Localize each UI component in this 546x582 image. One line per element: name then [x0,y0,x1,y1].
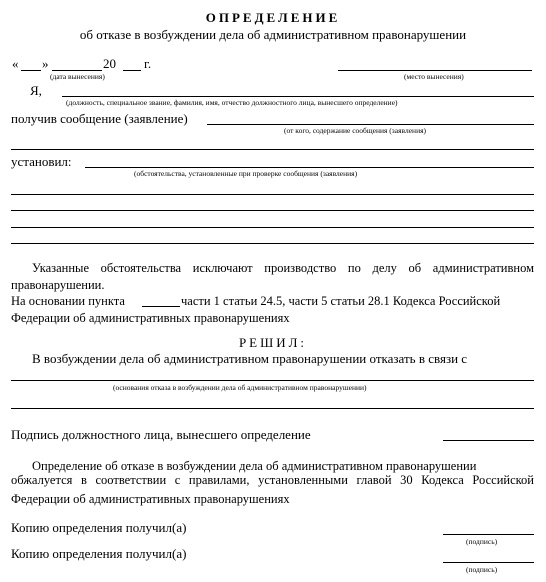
date-caption: (дата вынесения) [50,72,105,81]
copy-received-label-2: Копию определения получил(а) [11,546,187,561]
appeal-line-1: Определение об отказе в возбуждении дела об административном правонарушении [32,459,477,473]
received-label: получив сообщение (заявление) [11,111,188,126]
decision-text: В возбуждении дела об административном правонарушении отказать в связи с [32,351,468,366]
decision-caption: (основания отказа в возбуждении дела об административном правонарушении) [113,383,367,392]
official-field[interactable] [62,96,534,97]
basis-line2: Федерации об административных правонарушениях [11,311,290,325]
basis-suffix: части 1 статьи 24.5, части 5 статьи 28.1 Кодекса Российской [181,294,501,308]
document-subtitle: об отказе в возбуждении дела об административном правонарушении [79,27,467,42]
copy-signature-caption-2: (подпись) [466,565,498,574]
document-title: ОПРЕДЕЛЕНИЕ [205,10,341,25]
received-field[interactable] [207,124,534,125]
copy-signature-field-2[interactable] [443,562,534,563]
received-caption: (от кого, содержание сообщения (заявления) [284,126,427,135]
established-field[interactable] [85,167,534,168]
established-line-4[interactable] [11,243,534,244]
appeal-line-3: Федерации об административных правонарушениях [11,492,290,506]
quote-close: » [42,56,49,71]
basis-point-field[interactable] [142,306,180,307]
copy-signature-caption-1: (подпись) [466,537,498,546]
official-prefix: Я, [30,83,42,98]
place-caption: (место вынесения) [404,72,464,81]
appeal-line-2: обжалуется в соответствии с правилами, установленными главой 30 Кодекса Российской [11,473,534,487]
decision-grounds-field[interactable] [11,380,534,381]
day-field[interactable] [21,70,41,71]
month-field[interactable] [52,70,102,71]
established-line-2[interactable] [11,210,534,211]
quote-open: « [12,56,19,71]
basis-prefix: На основании пункта [11,294,125,308]
signature-label: Подпись должностного лица, вынесшего определение [11,427,311,442]
place-field[interactable] [338,70,532,71]
received-extra-line[interactable] [11,149,534,150]
decision-heading: РЕШИЛ: [238,335,308,350]
year-prefix: 20 [103,56,116,71]
circumstances-paragraph: Указанные обстоятельства исключают производство по делу об административном правонарушении. [11,261,534,292]
year-field[interactable] [123,70,141,71]
signature-field[interactable] [443,440,534,441]
established-caption: (обстоятельства, установленные при проверке сообщения (заявления) [134,169,358,178]
established-label: установил: [11,154,72,169]
copy-signature-field-1[interactable] [443,534,534,535]
copy-received-label-1: Копию определения получил(а) [11,520,187,535]
official-caption: (должность, специальное звание, фамилия, имя, отчество должностного лица, вынесшего определение) [66,98,398,107]
year-suffix: г. [144,56,152,71]
established-line-1[interactable] [11,194,534,195]
established-line-3[interactable] [11,227,534,228]
decision-extra-line[interactable] [11,408,534,409]
